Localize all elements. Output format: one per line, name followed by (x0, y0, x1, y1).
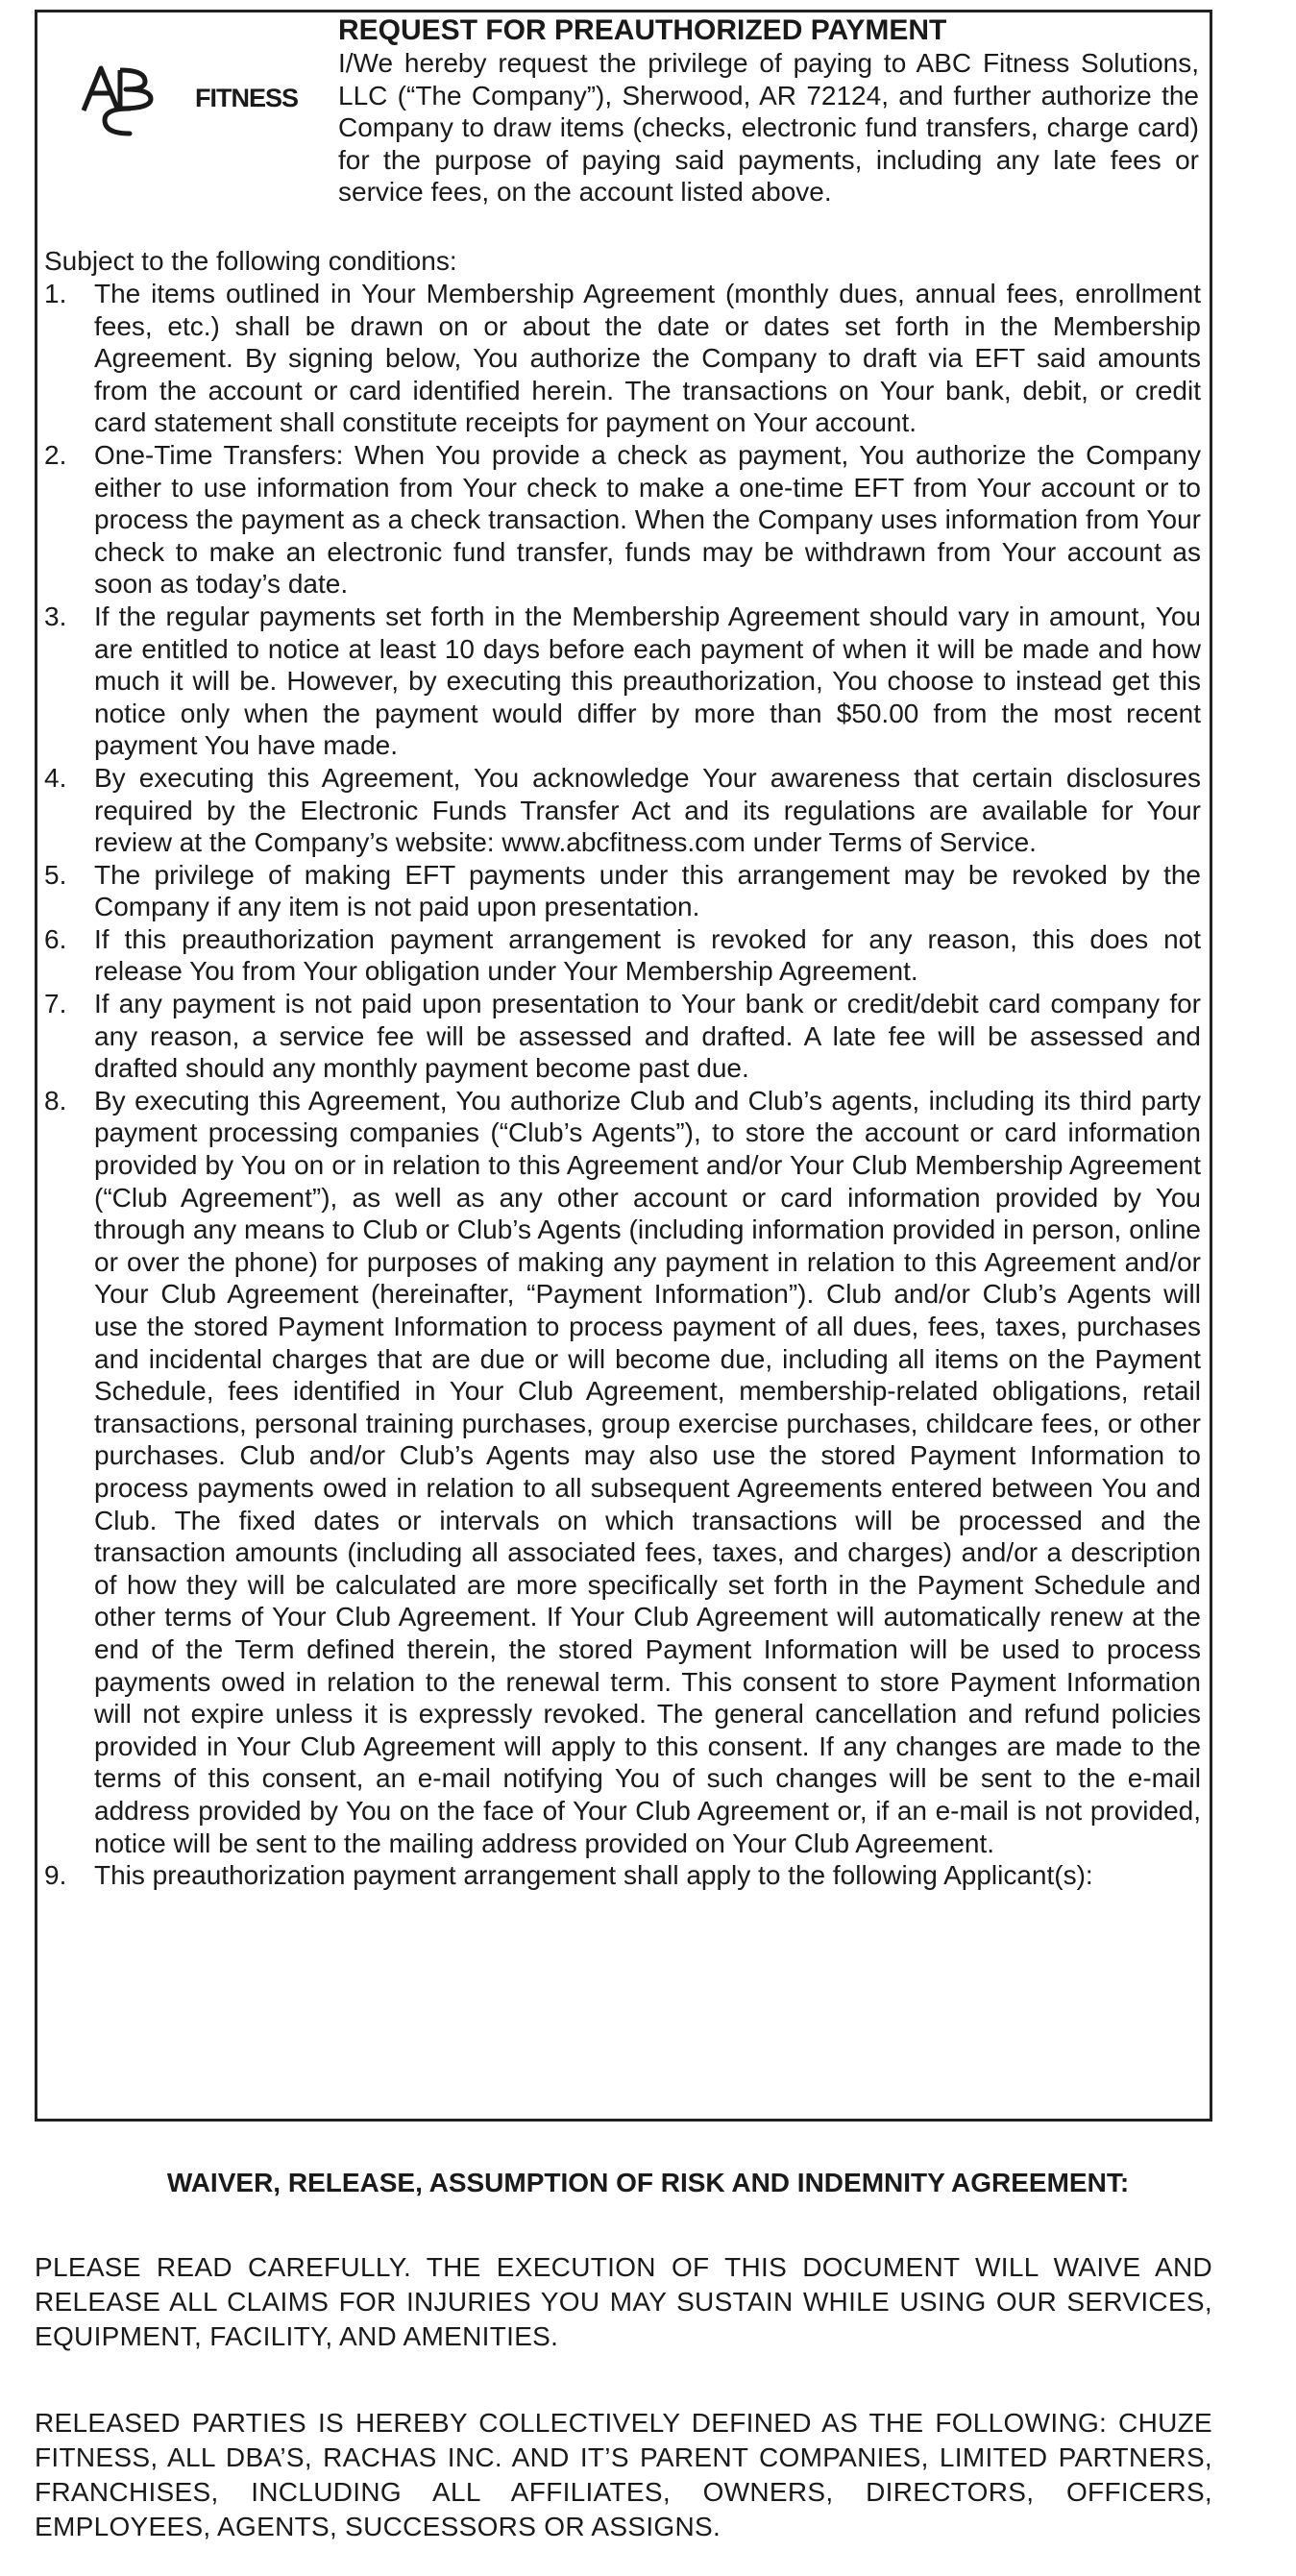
condition-text: If any payment is not paid upon presentation to Your bank or credit/debit card company for any reason, a service fee will be assessed and drafted. A late fee will be assessed and drafted should any monthly payment become past due. (94, 989, 1201, 1084)
condition-number: 9. (44, 1860, 67, 1891)
condition-item (44, 988, 1201, 1085)
condition-text: This preauthorization payment arrangement shall apply to the following Applicant(s): (94, 1860, 1093, 1891)
preauthorized-payment-box (35, 10, 1212, 2122)
condition-number: 6. (44, 923, 67, 954)
waiver-title: WAIVER, RELEASE, ASSUMPTION OF RISK AND INDEMNITY AGREEMENT: (166, 2168, 1130, 2197)
preauth-intro-text: I/We hereby request the privilege of paying to ABC Fitness Solutions, LLC (“The Company”), Sherwood, AR 72124, and further authorize the Company to draw items (checks, electronic fund transfers, charge card) for the purpose of paying said payments, including any late fees or service fees, on the account listed above. (338, 48, 1199, 207)
condition-text: The privilege of making EFT payments under this arrangement may be revoked by the Company if any item is not paid upon presentation. (94, 859, 1201, 922)
condition-text: If this preauthorization payment arrangement is revoked for any reason, this does not release You from Your obligation under Your Membership Agreement. (94, 923, 1201, 987)
logo-brand-text: FITNESS (195, 84, 299, 112)
condition-item (44, 859, 1201, 923)
condition-item (44, 923, 1201, 988)
condition-number: 7. (44, 989, 67, 1019)
conditions-lead-in: Subject to the following conditions: (44, 246, 457, 276)
waiver-paragraph-read-carefully: PLEASE READ CAREFULLY. THE EXECUTION OF THIS DOCUMENT WILL WAIVE AND RELEASE ALL CLAIMS FOR INJURIES YOU MAY SUSTAIN WHILE USING OUR SERVICES, EQUIPMENT, FACILITY, AND AMENITIES. (35, 2252, 1212, 2351)
conditions-list (44, 278, 1201, 1892)
condition-text: By executing this Agreement, You authorize Club and Club’s agents, including its third party payment processing companies (“Club’s Agents”), to store the account or card information provided by You on or in relation to this Agreement and/or Your Club Membership Agreement (“Club Agreement”), as well as any other account or card information provided by You through any means to Club or Club’s Agents (including information provided in person, online or over the phone) for purposes of making any payment in relation to this Agreement and/or Your Club Agreement (hereinafter, “Payment Information”). Club and/or Club’s Agents will use the stored Payment Information to process payment of all dues, fees, taxes, purchases and incidental charges that are due or will become due, including all items on the Payment Schedule, fees identified in Your Club Agreement, membership-related obligations, retail transactions, personal training purchases, group exercise purchases, childcare fees, or other purchases. Club and/or Club’s Agents may also use the stored Payment Information to process payments owed in relation to all subsequent Agreements entered between You and Club. The fixed dates or intervals on which transactions will be processed and the transaction amounts (including all associated fees, taxes, and charges) and/or a description of how they will be calculated are more specifically set forth in the Payment Schedule and other terms of Your Club Agreement. If Your Club Agreement will automatically renew at the end of the Term defined therein, the stored Payment Information will be used to process payments owed in relation to the renewal term. This consent to store Payment Information will not expire unless it is expressly revoked. The general cancellation and refund policies provided in Your Club Agreement will apply to this consent. If any changes are made to the terms of this consent, an e-mail notifying You of such changes will be sent to the e-mail address provided by You on the face of Your Club Agreement or, if an e-mail is not provided, notice will be sent to the mailing address provided on Your Club Agreement. (94, 1085, 1201, 1858)
condition-text: The items outlined in Your Membership Agreement (monthly dues, annual fees, enrollment fees, etc.) shall be drawn on or about the date or dates set forth in the Membership Agreement. By signing below, You authorize the Company to draft via EFT said amounts from the account or card identified herein. The transactions on Your bank, debit, or credit card statement shall constitute receipts for payment on Your account. (94, 279, 1201, 438)
condition-number: 4. (44, 762, 67, 793)
condition-number: 1. (44, 279, 67, 308)
abc-fitness-logo (76, 61, 326, 137)
condition-number: 2. (44, 439, 67, 470)
condition-item (44, 439, 1201, 601)
waiver-paragraph-released-parties: RELEASED PARTIES IS HEREBY COLLECTIVELY DEFINED AS THE FOLLOWING: CHUZE FITNESS, ALL DBA’S, RACHAS INC. AND IT’S PARENT COMPANIES, LIMITED PARTNERS, FRANCHISES, INCLUDING ALL AFFILIATES, OWNERS, DIRECTORS, OFFICERS, EMPLOYEES, AGENTS, SUCCESSORS OR ASSIGNS. (35, 2408, 1212, 2541)
preauth-intro (338, 14, 1199, 209)
condition-item (44, 762, 1201, 859)
condition-text: If the regular payments set forth in the Membership Agreement should vary in amount, You are entitled to notice at least 10 days before each payment of when it will be made and how much it will be. However, by executing this preauthorization, You choose to instead get this notice only when the payment would differ by more than $50.00 from the most recent payment You have made. (94, 601, 1201, 761)
condition-number: 5. (44, 859, 67, 890)
condition-number: 8. (44, 1085, 67, 1116)
condition-item (44, 278, 1201, 439)
condition-text: One-Time Transfers: When You provide a check as payment, You authorize the Company either to use information from Your check to make a one-time EFT from Your account or to process the payment as a check transaction. When the Company uses information from Your check to make an electronic fund transfer, funds may be withdrawn from Your account as soon as today’s date. (94, 439, 1201, 600)
condition-text: By executing this Agreement, You acknowledge Your awareness that certain disclosures required by the Electronic Funds Transfer Act and its regulations are available for Your review at the Company’s website: www.abcfitness.com under Terms of Service. (94, 762, 1201, 858)
condition-item (44, 1085, 1201, 1859)
abc-logo-mark-icon (76, 61, 191, 137)
condition-item (44, 1859, 1201, 1892)
condition-item (44, 601, 1201, 762)
condition-number: 3. (44, 601, 67, 631)
preauth-title: REQUEST FOR PREAUTHORIZED PAYMENT (338, 14, 947, 46)
